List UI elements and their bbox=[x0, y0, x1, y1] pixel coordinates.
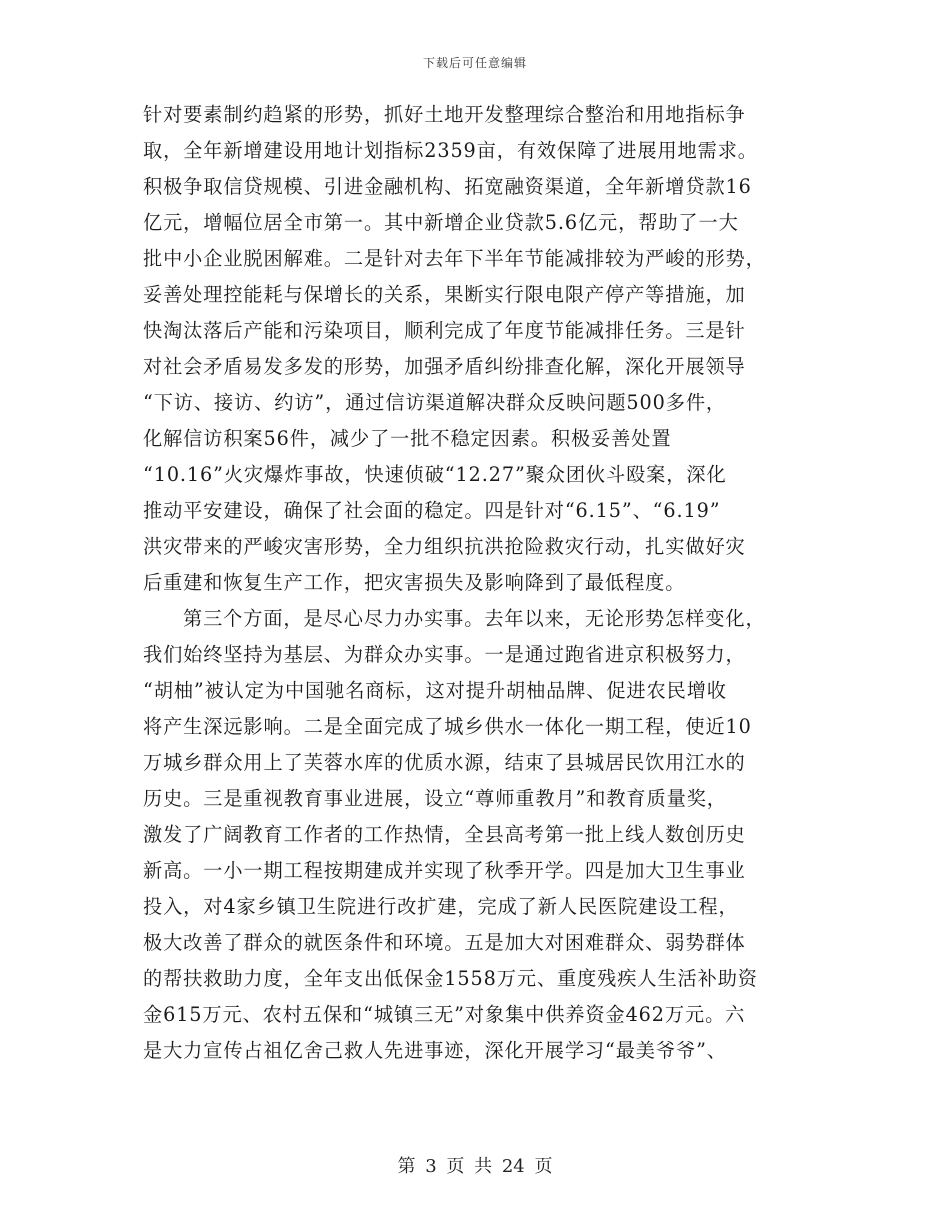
text-line: 针对要素制约趋紧的形势，抓好土地开发整理综合整治和用地指标争 bbox=[143, 103, 746, 126]
text-line: 对社会矛盾易发多发的形势，加强矛盾纠纷排查化解，深化开展领导 bbox=[143, 355, 746, 378]
text-line: 妥善处理控能耗与保增长的关系，果断实行限电限产停产等措施，加 bbox=[143, 283, 746, 306]
paragraph-start-line: 第三个方面，是尽心尽力办实事。去年以来，无论形势怎样变化， bbox=[183, 607, 766, 630]
text-line: 积极争取信贷规模、引进金融机构、拓宽融资渠道，全年新增贷款16 bbox=[143, 175, 752, 198]
text-line: 的帮扶救助力度，全年支出低保金1558万元、重度残疾人生活补助资 bbox=[143, 967, 758, 990]
text-line: 取，全年新增建设用地计划指标2359亩，有效保障了进展用地需求。 bbox=[143, 139, 758, 162]
text-line: 投入，对4家乡镇卫生院进行改扩建，完成了新人民医院建设工程， bbox=[143, 895, 739, 918]
text-line: “胡柚”被认定为中国驰名商标，这对提升胡柚品牌、促进农民增收 bbox=[143, 679, 727, 702]
page-number-footer: 第 3 页 共 24 页 bbox=[397, 1156, 553, 1177]
text-line: 极大改善了群众的就医条件和环境。五是加大对困难群众、弱势群体 bbox=[143, 931, 746, 954]
text-line: 万城乡群众用上了芙蓉水库的优质水源，结束了县城居民饮用江水的 bbox=[143, 751, 746, 774]
text-line: “10.16”火灾爆炸事故，快速侦破“12.27”聚众团伙斗殴案，深化 bbox=[143, 463, 727, 486]
text-line: 化解信访积案56件，减少了一批不稳定因素。积极妥善处置 bbox=[143, 427, 672, 450]
text-line: 将产生深远影响。二是全面完成了城乡供水一体化一期工程，使近10 bbox=[143, 715, 752, 738]
text-line: 新高。一小一期工程按期建成并实现了秋季开学。四是加大卫生事业 bbox=[143, 859, 746, 882]
text-line: 洪灾带来的严峻灾害形势，全力组织抗洪抢险救灾行动，扎实做好灾 bbox=[143, 535, 746, 558]
text-line: 历史。三是重视教育事业进展，设立“尊师重教月”和教育质量奖， bbox=[143, 787, 727, 810]
text-line: 是大力宣传占祖亿舍己救人先进事迹，深化开展学习“最美爷爷”、 bbox=[143, 1039, 727, 1062]
page-header: 下载后可任意编辑 bbox=[422, 56, 527, 70]
text-line: 金615万元、农村五保和“城镇三无”对象集中供养资金462万元。六 bbox=[143, 1003, 746, 1026]
text-line: 亿元，增幅位居全市第一。其中新增企业贷款5.6亿元，帮助了一大 bbox=[143, 211, 739, 234]
text-line: 我们始终坚持为基层、为群众办实事。一是通过跑省进京积极努力， bbox=[143, 643, 746, 666]
text-line: 批中小企业脱困解难。二是针对去年下半年节能减排较为严峻的形势， bbox=[143, 247, 766, 270]
text-line: 激发了广阔教育工作者的工作热情，全县高考第一批上线人数创历史 bbox=[143, 823, 746, 846]
text-line: 推动平安建设，确保了社会面的稳定。四是针对“6.15”、“6.19” bbox=[143, 499, 721, 522]
text-line: “下访、接访、约访”，通过信访渠道解决群众反映问题500多件， bbox=[143, 391, 727, 414]
text-line: 后重建和恢复生产工作，把灾害损失及影响降到了最低程度。 bbox=[143, 571, 686, 594]
text-line: 快淘汰落后产能和污染项目，顺利完成了年度节能减排任务。三是针 bbox=[143, 319, 746, 342]
body-text bbox=[143, 97, 811, 1069]
